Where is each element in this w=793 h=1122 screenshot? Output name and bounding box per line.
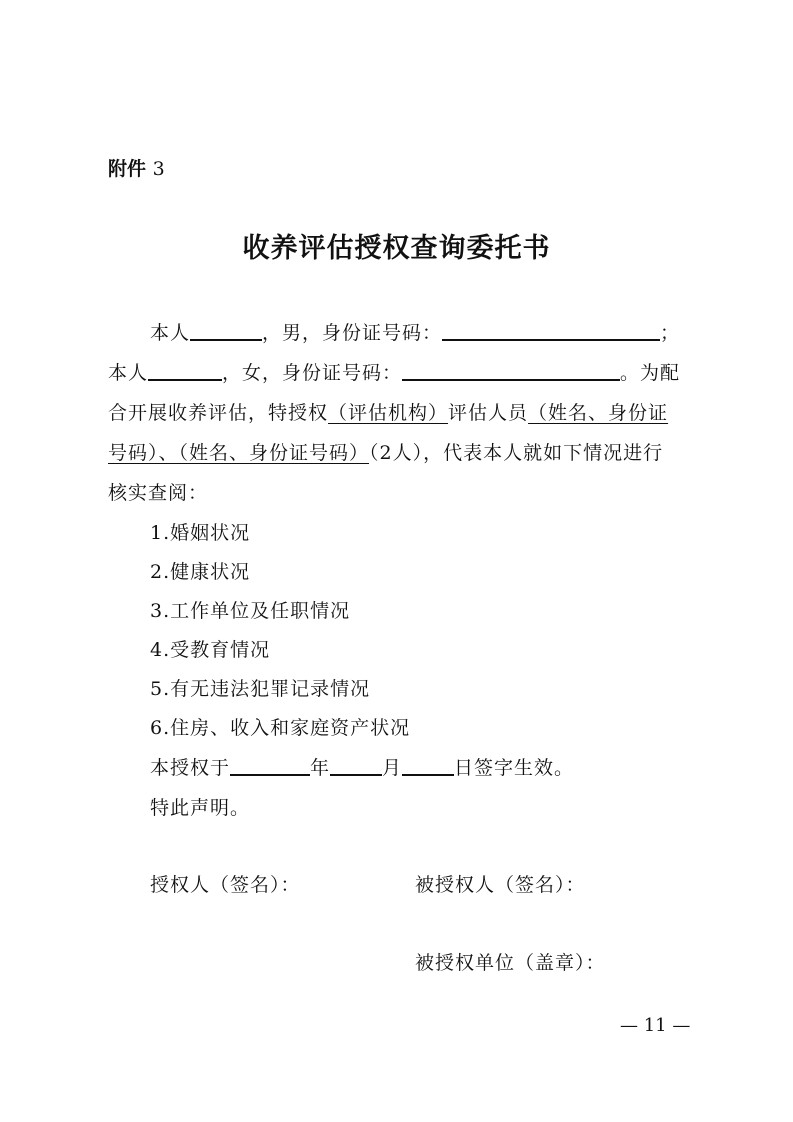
grantee-unit-seal-label: 被授权单位（盖章）：: [415, 952, 606, 974]
line3-text-a: 合开展收养评估，特授权: [108, 402, 329, 424]
line1-text-a: 本人: [150, 322, 191, 344]
line4-text-b: （2人），代表本人就如下情况进行: [369, 442, 664, 464]
paragraph-line-5: [108, 478, 208, 505]
paragraph-line-2: [108, 358, 680, 385]
day-blank[interactable]: [402, 756, 454, 776]
line1-text-c: ；: [660, 322, 681, 344]
list-item: 3.工作单位及任职情况: [150, 600, 351, 622]
day-label: 日签字生效。: [454, 757, 575, 779]
female-id-blank[interactable]: [402, 361, 620, 381]
attachment-label: [108, 154, 165, 181]
line2-text-a: 本人: [108, 362, 149, 384]
month-label: 月: [382, 757, 403, 779]
year-label: 年: [310, 757, 331, 779]
paragraph-line-1: [150, 318, 680, 345]
list-item: 6.住房、收入和家庭资产状况: [150, 717, 411, 739]
year-blank[interactable]: [230, 756, 310, 776]
line5-text: 核实查阅：: [108, 482, 209, 504]
evaluation-agency-field: （评估机构）: [328, 402, 449, 424]
effective-date-line: [150, 753, 574, 780]
grantee-signature-label: 被授权人（签名）：: [415, 874, 586, 896]
list-item: 2.健康状况: [150, 561, 251, 583]
document-title: 收养评估授权查询委托书: [242, 233, 551, 264]
female-name-blank[interactable]: [148, 361, 222, 381]
line2-text-c: 。为配: [620, 362, 681, 384]
evaluator-field-1: （姓名、身份证: [528, 402, 669, 424]
statement: 特此声明。: [150, 797, 251, 819]
grantor-signature-label: 授权人（签名）：: [150, 874, 301, 896]
male-id-blank[interactable]: [442, 321, 660, 341]
attachment-text: 附件: [108, 158, 147, 180]
page-number: — 11 —: [620, 1015, 691, 1036]
month-blank[interactable]: [330, 756, 382, 776]
line3-text-c: 评估人员: [448, 402, 529, 424]
attachment-number: 3: [152, 158, 165, 180]
paragraph-line-4: [108, 438, 663, 465]
list-item: 5.有无违法犯罪记录情况: [150, 678, 371, 700]
list-item: 4.受教育情况: [150, 639, 271, 661]
list-item: 1.婚姻状况: [150, 522, 251, 544]
line1-text-b: ，男，身份证号码：: [262, 322, 443, 344]
line2-text-b: ，女，身份证号码：: [222, 362, 403, 384]
effective-text-a: 本授权于: [150, 757, 231, 779]
evaluator-field-2: 号码）、（姓名、身份证号码）: [108, 442, 370, 464]
male-name-blank[interactable]: [190, 321, 262, 341]
paragraph-line-3: [108, 398, 668, 425]
